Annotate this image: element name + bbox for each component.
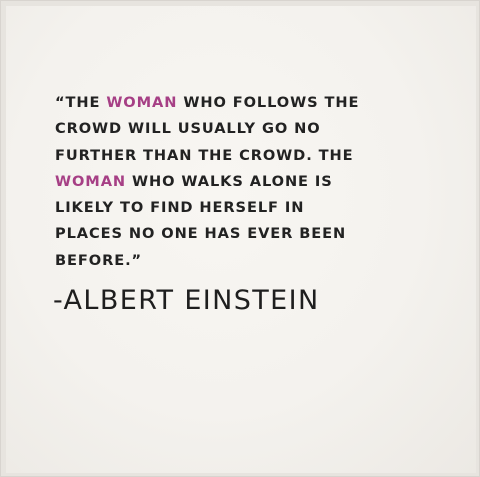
quote-text <box>55 90 455 274</box>
quote-line: CROWD WILL USUALLY GO NO <box>55 120 321 138</box>
quote-line: FURTHER THAN THE CROWD. THE <box>55 146 354 164</box>
quote-line: “THE WOMAN WHO FOLLOWS THE <box>55 94 360 111</box>
highlight-word: WOMAN <box>106 94 178 111</box>
quote-card <box>6 6 476 473</box>
quote-line: WOMAN WHO WALKS ALONE IS <box>55 172 333 190</box>
quote-author: -ALBERT EINSTEIN <box>53 285 320 316</box>
highlight-word: WOMAN <box>55 172 127 190</box>
quote-line: PLACES NO ONE HAS EVER BEEN <box>55 225 347 243</box>
quote-line: LIKELY TO FIND HERSELF IN <box>55 199 305 217</box>
quote-line: BEFORE.” <box>55 251 143 269</box>
